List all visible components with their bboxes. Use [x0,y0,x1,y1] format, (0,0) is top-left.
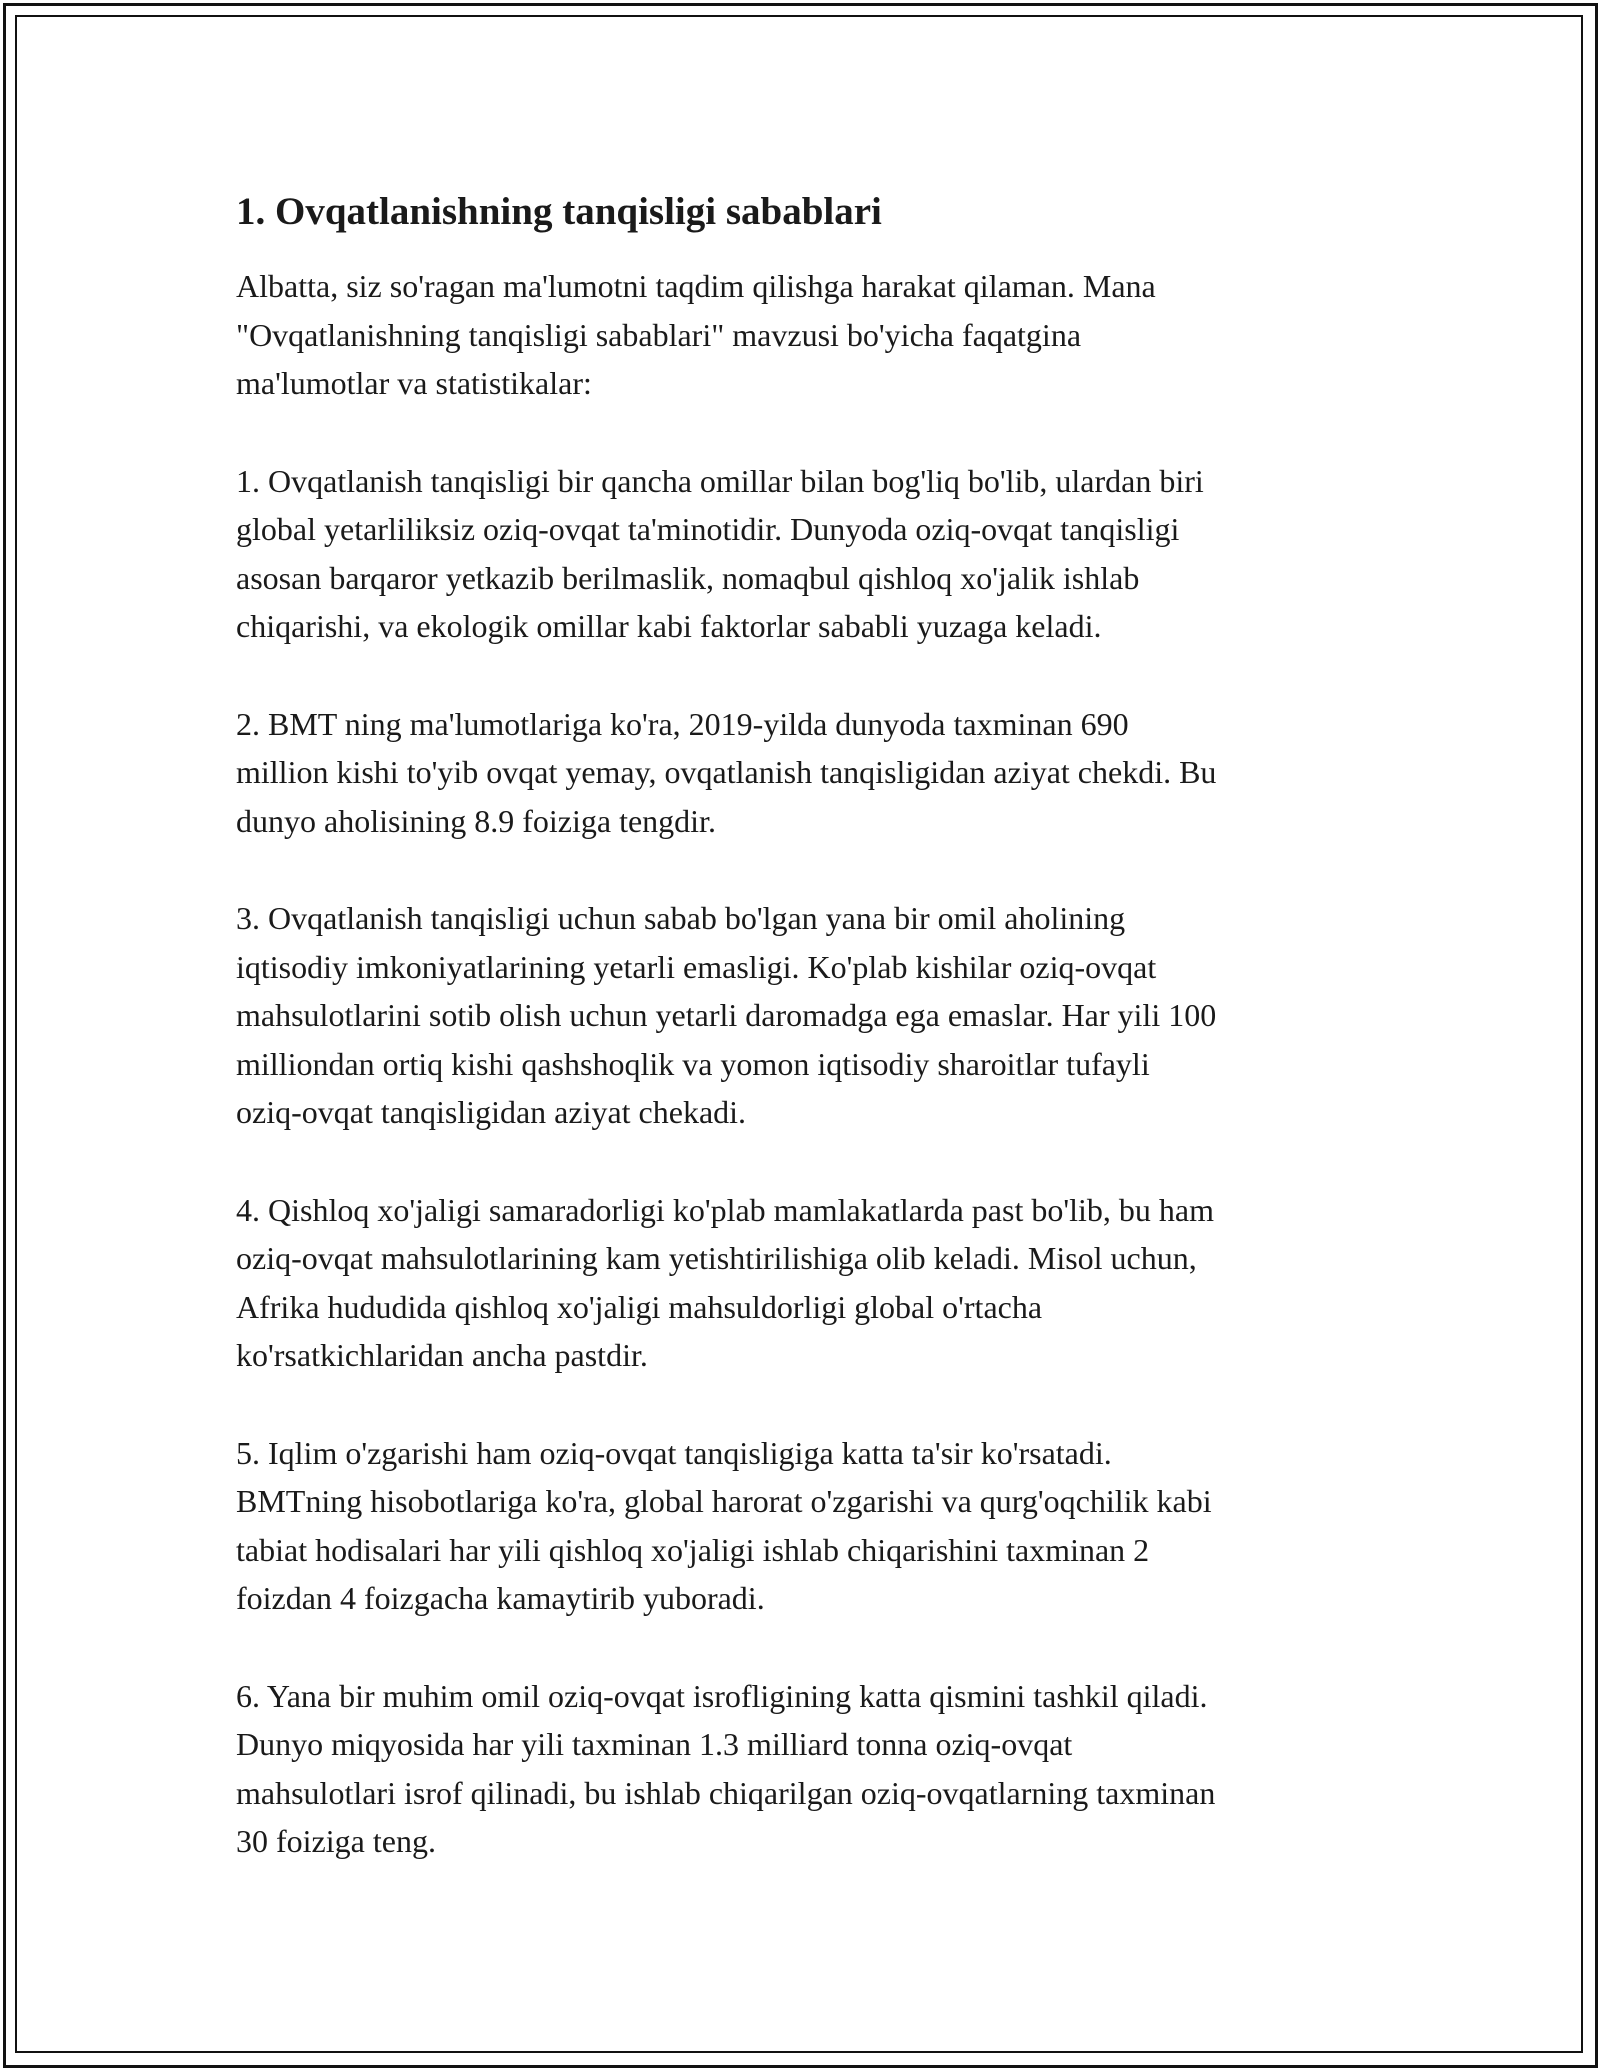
paragraph-1: 1. Ovqatlanish tanqisligi bir qancha omillar bilan bog'liq bo'lib, ulardan biri global yetarliliksiz oziq-ovqat ta'minotidir. Dunyoda oziq-ovqat tanqisligi asosan barqaror yetkazib berilmaslik, nomaqbul qishloq xo'jalik ishlab chiqarishi, va ekologik omillar kabi faktorlar sababli yuzaga keladi. [236,462,1204,644]
paragraph-6: 6. Yana bir muhim omil oziq-ovqat isrofligining katta qismini tashkil qiladi. Dunyo miqyosida har yili taxminan 1.3 milliard tonna oziq-ovqat mahsulotlari isrof qilinadi, bu ishlab chiqarilgan oziq-ovqatlarning taxminan 30 foiziga teng. [236,1677,1216,1859]
paragraph-5: 5. Iqlim o'zgarishi ham oziq-ovqat tanqisligiga katta ta'sir ko'rsatadi. BMTning hisobotlariga ko'ra, global harorat o'zgarishi va qurg'oqchilik kabi tabiat hodisalari har yili qishloq xo'jaligi ishlab chiqarishini taxminan 2 foizdan 4 foizgacha kamaytirib yuboradi. [236,1434,1212,1616]
document-title: 1. Ovqatlanishning tanqisligi sabablari [236,190,882,233]
paragraph-2: 2. BMT ning ma'lumotlariga ko'ra, 2019-yilda dunyoda taxminan 690 million kishi to'yib ovqat yemay, ovqatlanish tanqisligidan aziyat chekdi. Bu dunyo aholisining 8.9 foiziga tengdir. [236,705,1217,839]
intro-paragraph: Albatta, siz so'ragan ma'lumotni taqdim qilishga harakat qilaman. Mana "Ovqatlanishning tanqisligi sabablari" mavzusi bo'yicha faqatgina ma'lumotlar va statistikalar: [236,268,1156,401]
paragraph-4: 4. Qishloq xo'jaligi samaradorligi ko'plab mamlakatlarda past bo'lib, bu ham oziq-ovqat mahsulotlarining kam yetishtirilishiga olib keladi. Misol uchun, Afrika hududida qishloq xo'jaligi mahsuldorligi global o'rtacha ko'rsatkichlaridan ancha pastdir. [236,1191,1214,1373]
paragraph-3: 3. Ovqatlanish tanqisligi uchun sabab bo'lgan yana bir omil aholining iqtisodiy imkoniyatlarining yetarli emasligi. Ko'plab kishilar oziq-ovqat mahsulotlarini sotib olish uchun yetarli daromadga ega emaslar. Har yili 100 milliondan ortiq kishi qashshoqlik va yomon iqtisodiy sharoitlar tufayli oziq-ovqat tanqisligidan aziyat chekadi. [236,900,1217,1130]
document-body [236,188,1366,1915]
